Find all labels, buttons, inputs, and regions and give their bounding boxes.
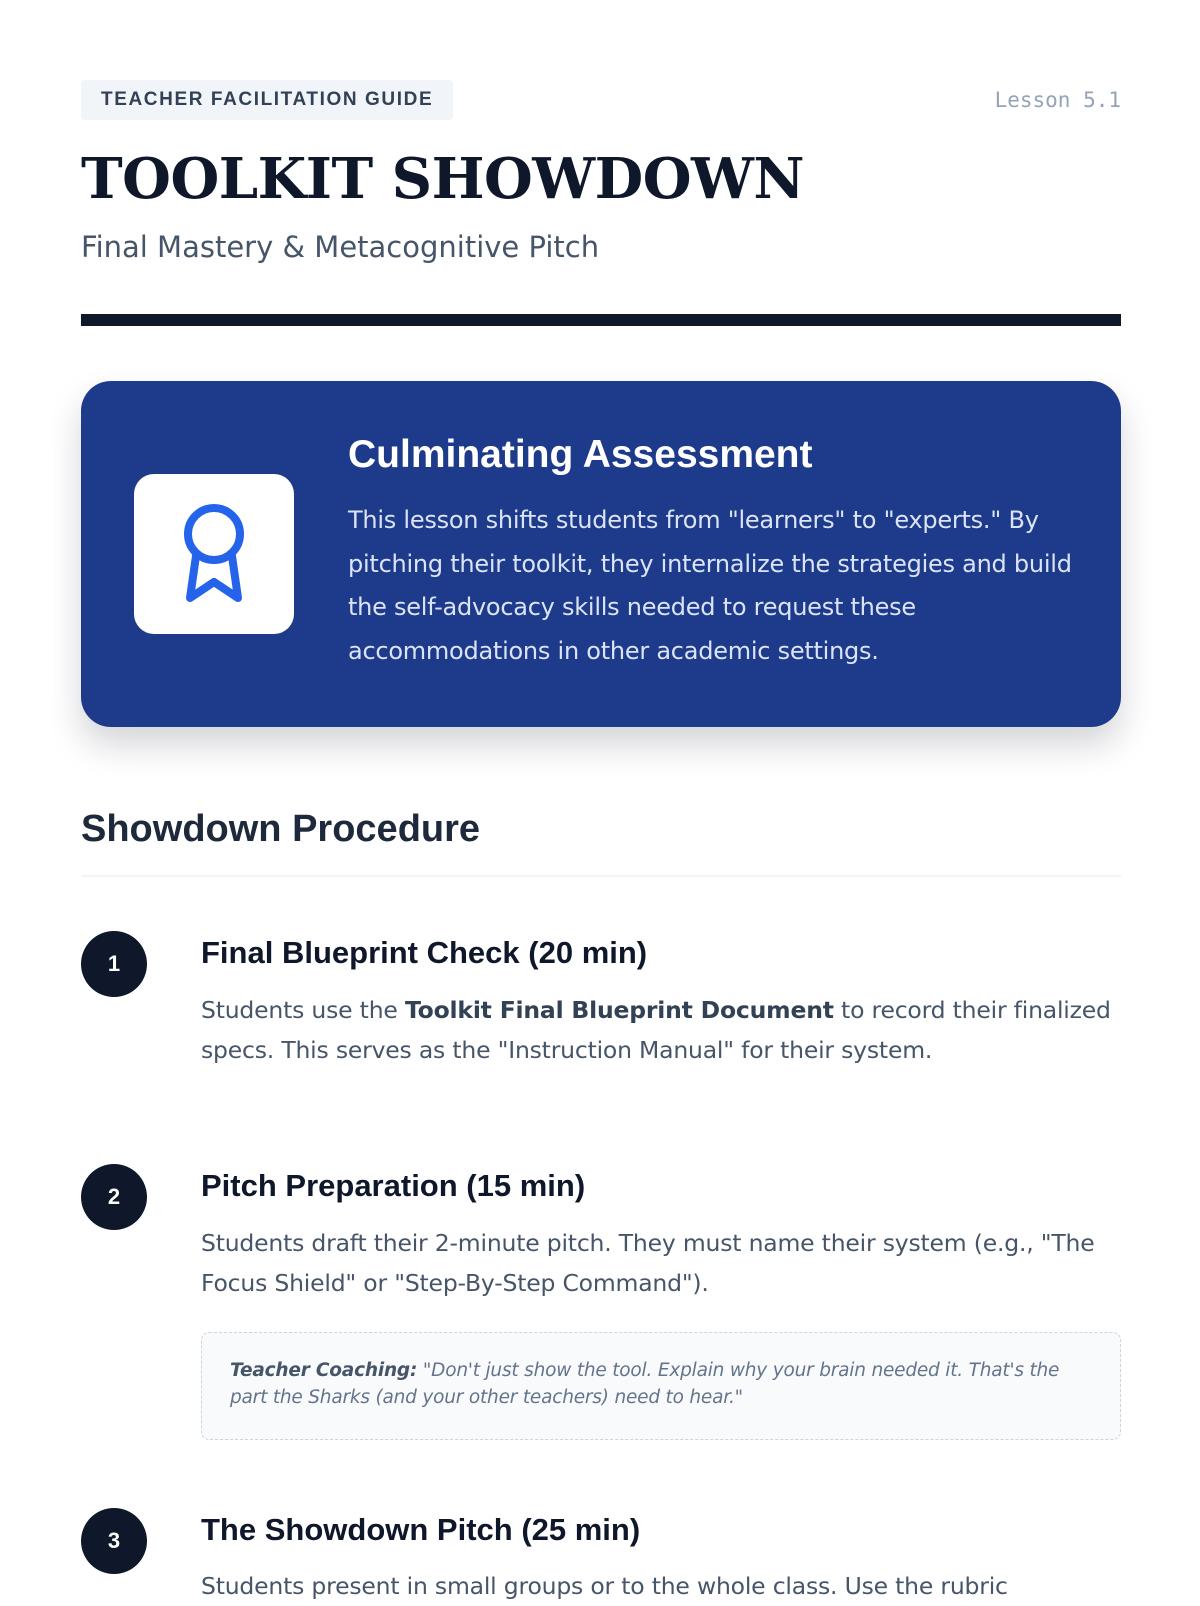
header-top-row (81, 80, 1121, 120)
step-number-3: 3 (81, 1508, 147, 1574)
step-description-2: Students draft their 2-minute pitch. They must name their system (e.g., "The Focus Shield" or "Step-By-Step Command"). (201, 1229, 1095, 1297)
step-number-2: 2 (81, 1164, 147, 1230)
award-ribbon-icon (180, 504, 248, 604)
section-heading: Showdown Procedure (81, 808, 481, 850)
guide-badge: TEACHER FACILITATION GUIDE (81, 80, 453, 120)
step-description-3: Students present in small groups or to the whole class. Use the rubric (201, 1572, 1008, 1600)
step-title-1: Final Blueprint Check (20 min) (201, 935, 648, 970)
title-divider (81, 314, 1121, 326)
lesson-number: Lesson 5.1 (994, 88, 1121, 112)
teacher-coaching-note (201, 1332, 1121, 1440)
step-number-1: 1 (81, 931, 147, 997)
step-title-2: Pitch Preparation (15 min) (201, 1168, 586, 1203)
page-title: TOOLKIT SHOWDOWN (81, 146, 805, 212)
hero-title: Culminating Assessment (348, 433, 813, 476)
blueprint-document-name: Toolkit Final Blueprint Document (404, 996, 834, 1024)
page-subtitle: Final Mastery & Metacognitive Pitch (81, 230, 600, 264)
hero-description: This lesson shifts students from "learners" to "experts." By pitching their toolkit, they internalize the strategies and build the self-advocacy skills needed to request these accommodations in other academic settings. (348, 506, 1072, 665)
culminating-assessment-card (81, 381, 1121, 727)
step-description-1: Students use the Toolkit Final Blueprint Document to record their finalized specs. This serves as the "Instruction Manual" for their system. (201, 996, 1111, 1064)
coaching-label: Teacher Coaching: (230, 1360, 418, 1381)
section-divider (81, 875, 1121, 877)
coaching-text: "Don't just show the tool. Explain why your brain needed it. That's the part the Sharks (and your other teachers) need to hear." (230, 1360, 1060, 1408)
step-title-3: The Showdown Pitch (25 min) (201, 1512, 641, 1547)
award-icon-tile (134, 474, 294, 634)
